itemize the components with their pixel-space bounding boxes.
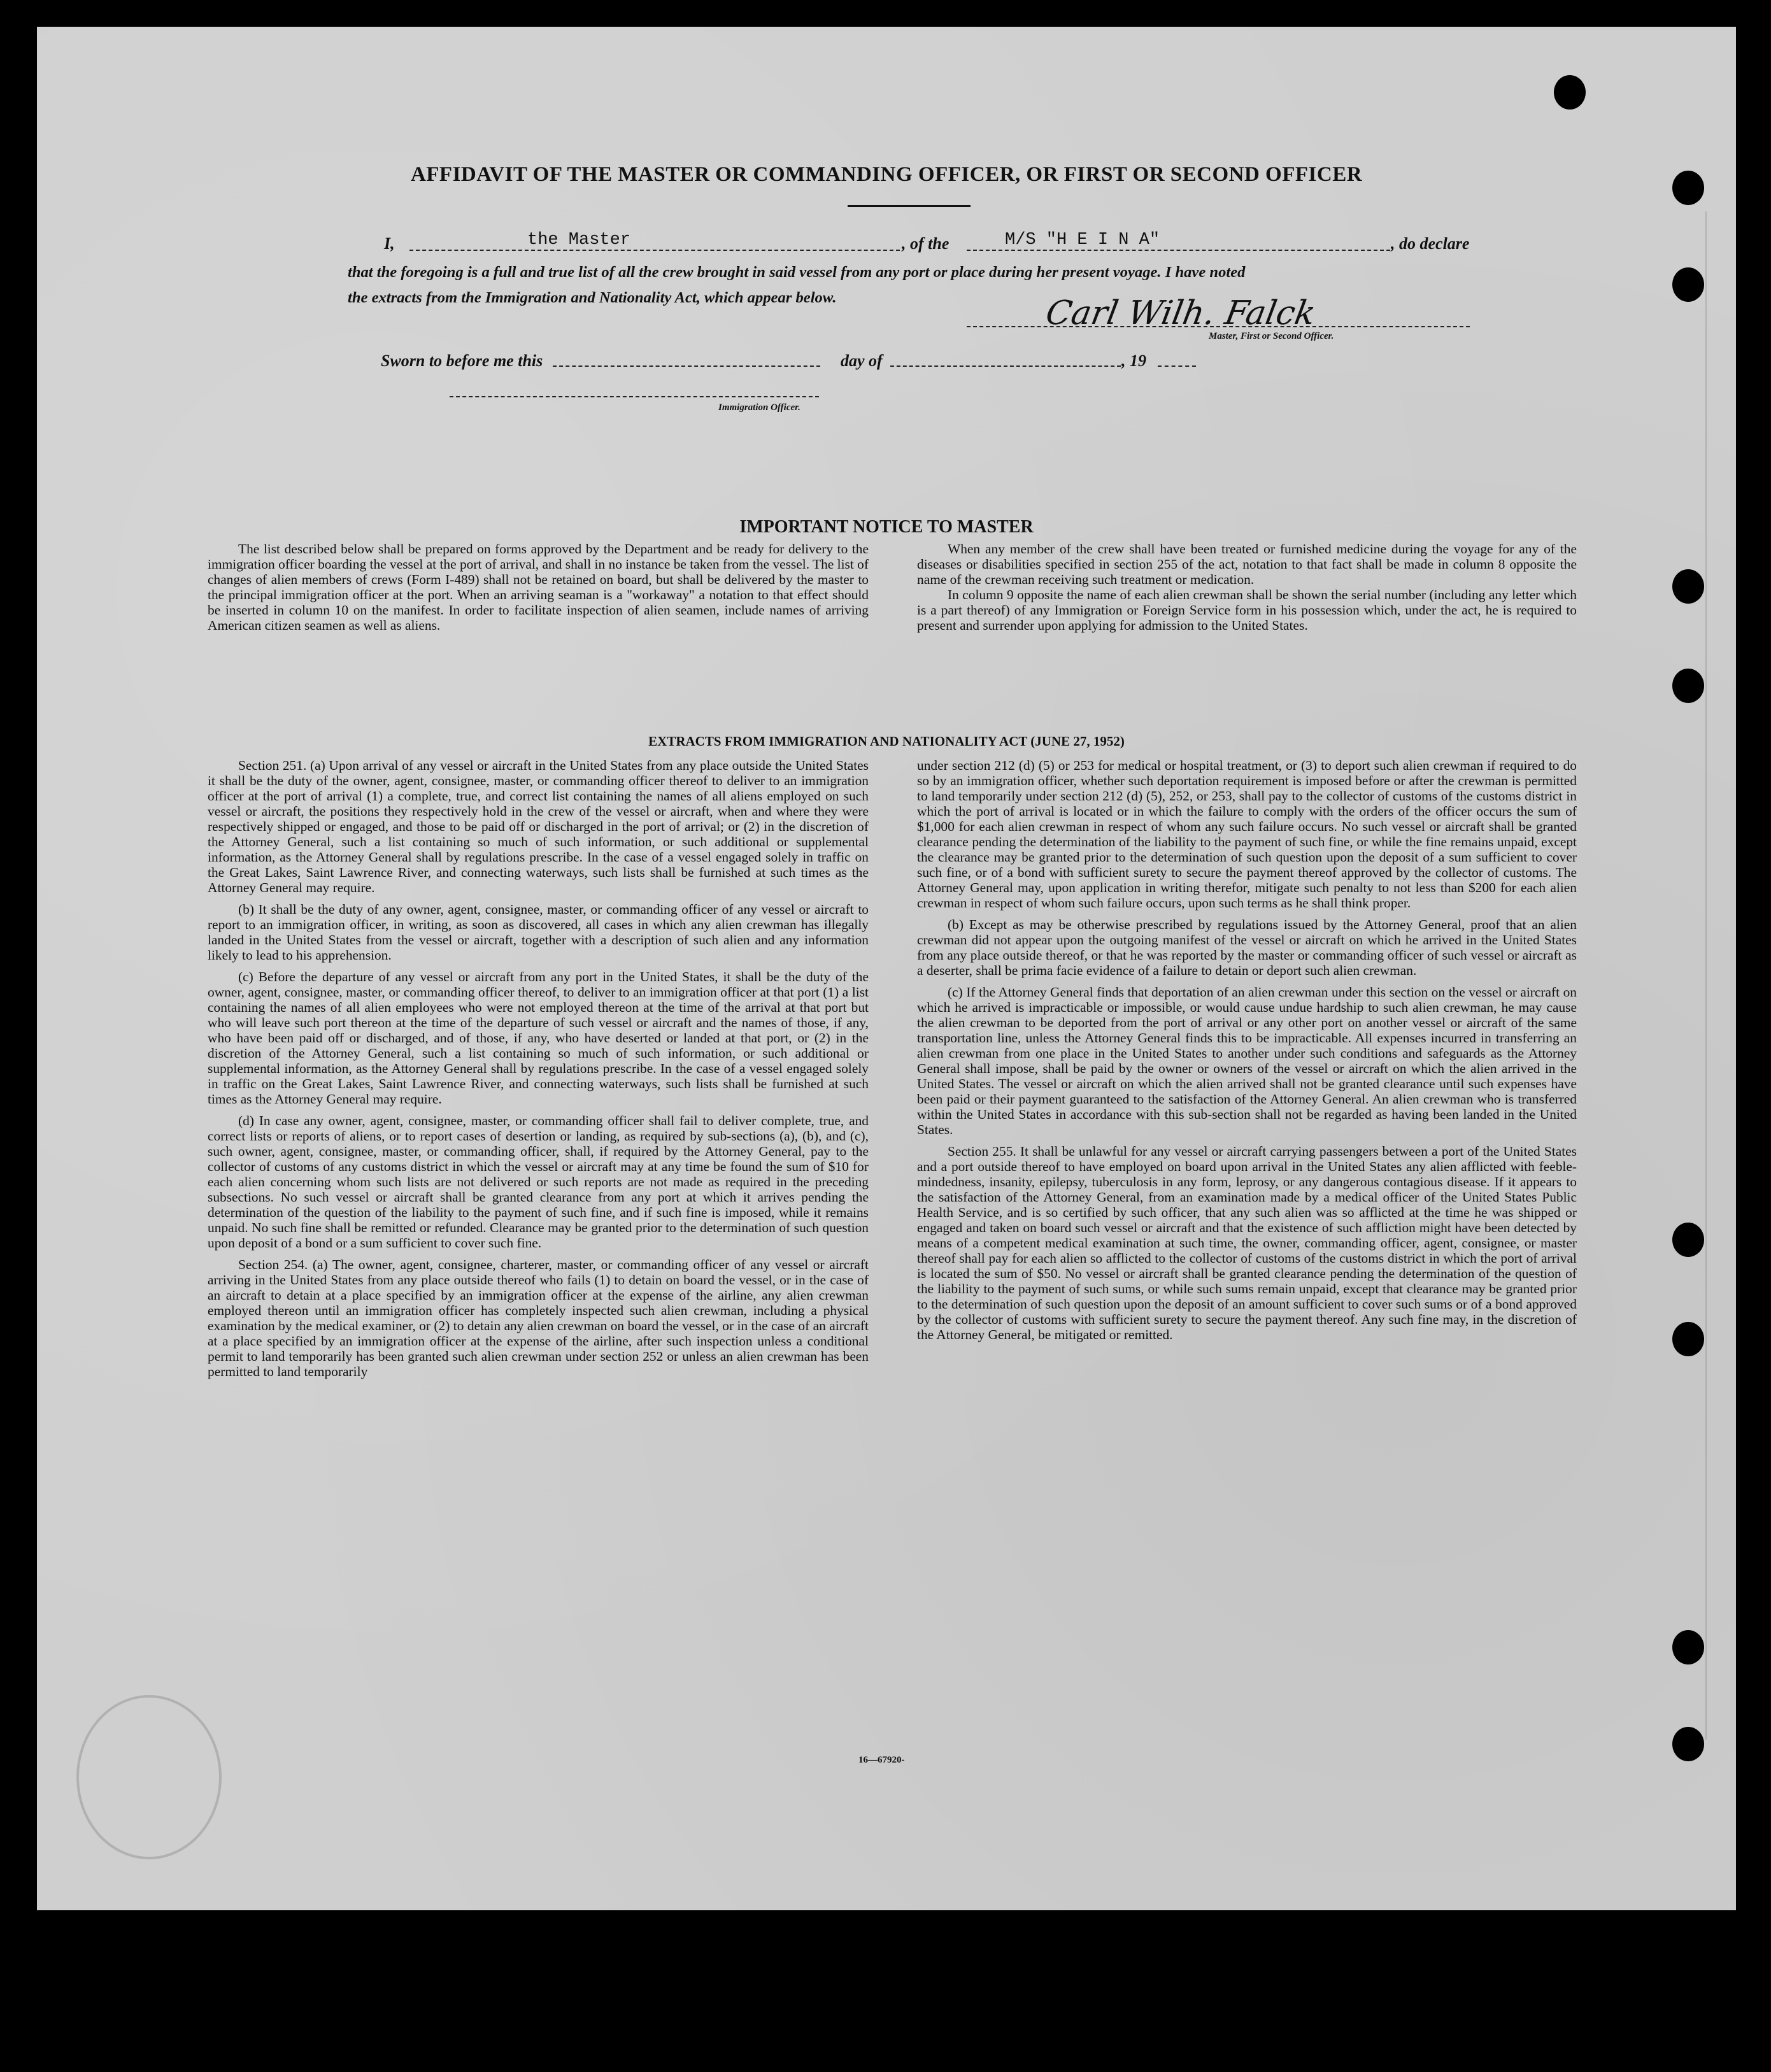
section-251-b: (b) It shall be the duty of any owner, agent, consignee, master, or commanding officer of any vessel or aircraft to report to an immigration officer, in writing, as soon as discovered, all cases in which any alien crewman has illegally landed in the United States from the vessel or aircraft, together with a description of such alien and any information likely to lead to his apprehension.	[208, 902, 869, 963]
year-label: , 19	[1121, 351, 1146, 370]
faded-seal-stamp	[76, 1695, 222, 1859]
show-through-text	[37, 27, 1736, 243]
sworn-label: Sworn to before me this	[381, 351, 543, 370]
notice-right-column	[917, 541, 1577, 633]
binder-hole	[1672, 1630, 1704, 1664]
affidavit-title: AFFIDAVIT OF THE MASTER OR COMMANDING OFFICER, OR FIRST OR SECOND OFFICER	[410, 163, 1363, 186]
notice-right-paragraph-1: When any member of the crew shall have been treated or furnished medicine during the voyage for any of the diseases or disabilities specified in section 255 of the act, notation to that fact shall be made in column 8 opposite the name of the crewman receiving such treatment or medication.	[917, 541, 1577, 587]
signature-caption: Master, First or Second Officer.	[1209, 331, 1334, 341]
binder-hole	[1672, 1223, 1704, 1257]
statement-line-1: that the foregoing is a full and true list of all the crew brought in said vessel from any port or place during her present voyage. I have noted	[348, 264, 1246, 281]
day-of-label: day of	[841, 351, 883, 370]
officer-caption: Immigration Officer.	[718, 402, 800, 413]
form-number: 16—67920-	[858, 1755, 905, 1765]
notice-right-paragraph-2: In column 9 opposite the name of each alien crewman shall be shown the serial number (including any letter which is a part thereof) of any Immigration or Foreign Service form in his possession which, under the act, he is required to present and surrender upon applying for admission to the United States.	[917, 587, 1577, 633]
extracts-right-column	[917, 758, 1577, 1342]
of-the-label: , of the	[902, 234, 950, 253]
section-251-d: (d) In case any owner, agent, consignee, master, or commanding officer shall fail to deliver complete, true, and correct lists or reports of aliens, or to report cases of desertion or landing, as required by sub-sections (a), (b), and (c), such owner, agent, consignee, master, or commanding officer, shall, if required by the Attorney General, pay to the collector of customs of any customs district in which the vessel or aircraft may at any time be found the sum of $10 for each alien concerning whom such lists are not delivered or such reports are not made as required in the preceding subsections. No such vessel or aircraft shall be granted clearance from any port at which it arrives pending the determination of the question of the liability to the payment of such fine, and if such fine is imposed, while it remains unpaid. No such fine shall be remitted or refunded. Clearance may be granted prior to the determination of such question upon deposit of a bond or a sum sufficient to cover such fine.	[208, 1113, 869, 1251]
i-label: I,	[384, 234, 395, 253]
signature-underline	[967, 326, 1470, 327]
vessel-underline	[967, 250, 1390, 251]
binder-hole	[1672, 569, 1704, 604]
binder-hole	[1672, 171, 1704, 205]
section-254-a-continued: under section 212 (d) (5) or 253 for medical or hospital treatment, or (3) to deport such alien crewman if required to do so by an immigration officer, whether such deportation requirement is imposed before or after the crewman is permitted to land temporarily under section 212 (d) (5), 252, or 253, shall pay to the collector of customs of the customs district in which the port of arrival is located or in which the failure to comply with the orders of the officer occurs the sum of $1,000 for each alien crewman in respect of whom any such failure occurs. No such vessel or aircraft shall be granted clearance pending the determination of the liability to the payment of such fine, or while the fine remains unpaid, except the clearance may be granted prior to the determination of such question upon the deposit of a sum sufficient to cover such fine, or of a bond with sufficient surety to secure the payment thereof approved by the collector of customs. The Attorney General may, upon application in writing therefor, mitigate such penalty to not less than $200 for each alien crewman in respect of whom such failure occurs, upon such terms as he shall think proper.	[917, 758, 1577, 911]
extracts-title: EXTRACTS FROM IMMIGRATION AND NATIONALITY ACT (JUNE 27, 1952)	[648, 734, 1125, 749]
extracts-left-column	[208, 758, 869, 1379]
section-254-a: Section 254. (a) The owner, agent, consignee, charterer, master, or commanding officer of any vessel or aircraft arriving in the United States from any place outside thereof who fails (1) to detain on board the vessel, or in the case of an aircraft to detain at a place specified by an immigration officer at the expense of the airline, any alien crewman employed thereon until an immigration officer has completely inspected such alien crewman, including a physical examination by the medical examiner, or (2) to detain any alien crewman on board the vessel, or in the case of an aircraft at a place specified by an immigration officer at the expense of the airline, after such inspection unless a conditional permit to land temporarily has been granted such alien crewman under section 252 or unless an alien crewman has been permitted to land temporarily	[208, 1257, 869, 1379]
document-page	[37, 27, 1736, 1910]
section-254-c: (c) If the Attorney General finds that deportation of an alien crewman under this section on the vessel or aircraft on which he arrived is impracticable or impossible, or would cause undue hardship to such alien crewman, he may cause the alien crewman to be deported from the port of arrival or any other port on another vessel or aircraft of the same transportation line, unless the Attorney General finds this to be impracticable. All expenses incurred in transferring an alien crewman from one place in the United States to another under such conditions and safeguards as the Attorney General shall impose, shall be paid by the owner or owners of the vessel or aircraft on which the alien arrived in the United States. The vessel or aircraft on which the alien arrived shall not be granted clearance until such expenses have been paid or their payment guaranteed to the satisfaction of the Attorney General. An alien crewman who is transferred within the United States in accordance with this sub-section shall not be regarded as having been landed in the United States.	[917, 984, 1577, 1137]
section-251-a: Section 251. (a) Upon arrival of any vessel or aircraft in the United States from any place outside the United States it shall be the duty of the owner, agent, consignee, master, or commanding officer thereof to deliver to an immigration officer at the port of arrival (1) a complete, true, and correct list containing the names of all aliens employed on such vessel or aircraft, the positions they respectively hold in the crew of the vessel or aircraft, when and where they were respectively shipped or engaged, and those to be paid off or discharged in the port of arrival; or (2) in the discretion of the Attorney General, such a list containing so much of such information, or such additional or supplemental information, as the Attorney General shall by regulations prescribe. In the case of a vessel engaged solely in traffic on the Great Lakes, Saint Lawrence River, and connecting waterways, such lists shall be furnished at such times as the Attorney General may require.	[208, 758, 869, 895]
vessel-name: M/S "H E I N A"	[1005, 231, 1160, 250]
statement-line-2: the extracts from the Immigration and Nationality Act, which appear below.	[348, 289, 837, 306]
section-255: Section 255. It shall be unlawful for any vessel or aircraft carrying passengers between a port of the United States and a port outside thereof to have employed on board upon arrival in the United States any alien afflicted with feeble-mindedness, insanity, epilepsy, tuberculosis in any form, leprosy, or any dangerous contagious disease. If it appears to the satisfaction of the Attorney General, from an examination made by a medical officer of the United States Public Health Service, and is so certified by such officer, that any such alien was so afflicted at the time he was shipped or engaged and taken on board such vessel or aircraft and that the existence of such affliction might have been detected by means of a competent medical examination at such time, the owner, commanding officer, agent, consignee, or master thereof shall pay for each alien so afflicted to the collector of customs of the customs district in which the port of arrival is located the sum of $50. No vessel or aircraft shall be granted clearance pending the determination of the question of the liability to the payment of such sums, or while such sums remain unpaid, except that clearance may be granted prior to the determination of such question upon the deposit of an amount sufficient to cover such sums or of a bond approved by the collector of customs with sufficient surety to secure the payment thereof. Any such fine may, in the discretion of the Attorney General, be mitigated or remitted.	[917, 1144, 1577, 1342]
binder-hole	[1672, 1727, 1704, 1761]
section-254-b: (b) Except as may be otherwise prescribed by regulations issued by the Attorney General, proof that an alien crewman did not appear upon the outgoing manifest of the vessel or aircraft on which he arrived in the United States from any place outside thereof, or that he was reported by the master or commanding officer of such vessel or aircraft as a deserter, shall be prima facie evidence of a failure to detain or deport such alien crewman.	[917, 917, 1577, 978]
name-underline	[409, 250, 900, 251]
declarant-name: the Master	[527, 231, 631, 250]
binder-hole	[1554, 75, 1586, 110]
title-rule	[848, 205, 971, 207]
binder-hole	[1672, 1322, 1704, 1356]
officer-underline	[450, 396, 819, 397]
section-251-c: (c) Before the departure of any vessel or aircraft from any port in the United States, it shall be the duty of the owner, agent, consignee, master, or commanding officer thereof, to deliver to an immigration officer at that port (1) a list containing the names of all alien employees who were not employed thereon at the time of the arrival at that port but who will leave such port thereon at the time of the departure of such vessel or aircraft and the names of those, if any, who have been paid off or discharged, and of those, if any, who have deserted or landed at that port, or (2) in the discretion of the Attorney General, such a list containing so much of such information, or such additional or supplemental information, as the Attorney General shall by regulations prescribe. In the case of a vessel engaged solely in traffic on the Great Lakes, Saint Lawrence River, and connecting waterways, such lists shall be furnished at such times as the Attorney General may require.	[208, 969, 869, 1107]
page-edge-marks	[1705, 211, 1737, 1740]
master-signature: Carl Wilh. Falck	[1042, 294, 1319, 332]
binder-hole	[1672, 267, 1704, 302]
notice-left-paragraph: The list described below shall be prepared on forms approved by the Department and be ready for delivery to the immigration officer boarding the vessel at the port of arrival, and shall in no instance be taken from the vessel. The list of changes of alien members of crews (Form I-489) shall not be retained on board, but shall be delivered by the master to the principal immigration officer at the port. When an arriving seaman is a "workaway" a notation to that effect should be inserted in column 10 on the manifest. In order to facilitate inspection of alien seamen, include names of arriving American citizen seamen as well as aliens.	[208, 541, 869, 633]
notice-left-column	[208, 541, 869, 633]
binder-hole	[1672, 669, 1704, 703]
month-underline	[890, 365, 1121, 367]
sworn-day-underline	[553, 365, 820, 367]
notice-title: IMPORTANT NOTICE TO MASTER	[739, 517, 1034, 537]
declare-label: , do declare	[1391, 234, 1470, 253]
year-underline	[1158, 365, 1196, 367]
